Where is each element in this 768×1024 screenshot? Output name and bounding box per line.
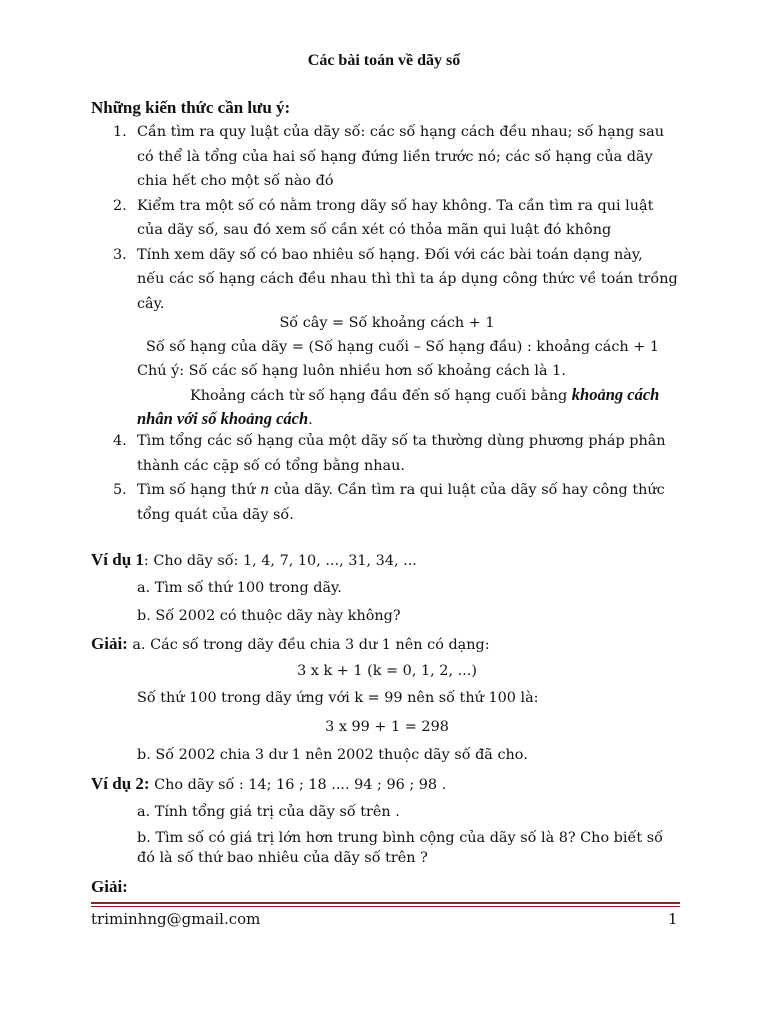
list-line: có thể là tổng của hai số hạng đứng liền trước nó; các số hạng của dãy <box>137 148 653 165</box>
formula-trees: Số cây = Số khoảng cách + 1 <box>279 315 495 331</box>
example-label: Ví dụ 2: <box>91 774 150 793</box>
list-line: nếu các số hạng cách đều nhau thì thì ta áp dụng công thức về toán trồng <box>137 271 678 287</box>
example-2-solution-label: Giải: <box>91 877 128 896</box>
list-item <box>91 120 691 194</box>
list-line: Tính xem dãy số có bao nhiêu số hạng. Đối với các bài toán dạng này, <box>137 246 643 263</box>
formula-result: 3 x 99 + 1 = 298 <box>325 719 449 735</box>
list-line: chia hết cho một số nào đó <box>137 173 334 189</box>
list-line: Kiểm tra một số có nằm trong dãy số hay không. Ta cần tìm ra qui luật <box>137 197 654 214</box>
example-2-question-b <box>137 828 663 868</box>
knowledge-heading: Những kiến thức cần lưu ý: <box>91 98 291 117</box>
list-number: 5. <box>113 482 127 498</box>
page-number: 1 <box>668 910 678 928</box>
formula-sequence: 3 x k + 1 (k = 0, 1, 2, ...) <box>297 663 477 679</box>
emphasis-text: nhân với số khoảng cách <box>137 409 309 428</box>
knowledge-list-2 <box>91 429 691 527</box>
note-line-2 <box>190 383 659 409</box>
list-line: cây. <box>137 295 165 312</box>
footer-email: triminhng@gmail.com <box>91 910 261 928</box>
emphasis-text: khoảng cách <box>571 385 660 404</box>
example-1-solution-a <box>91 632 490 658</box>
variable-n: n <box>259 482 270 498</box>
document-title: Các bài toán về dãy số <box>307 52 461 69</box>
example-label: Ví dụ 1 <box>91 550 144 569</box>
example-1-heading <box>91 548 417 574</box>
note-text: Khoảng cách từ số hạng đầu đến số hạng cuối bằng <box>190 388 572 404</box>
list-number: 1. <box>113 124 127 140</box>
list-number: 4. <box>113 433 127 449</box>
question-line: b. Tìm số có giá trị lớn hơn trung bình cộng của dãy số là 8? Cho biết số <box>137 830 663 846</box>
list-number: 3. <box>113 246 127 263</box>
example-1-solution-b: b. Số 2002 chia 3 dư 1 nên 2002 thuộc dãy số đã cho. <box>137 747 528 763</box>
list-line: của dãy số, sau đó xem số cần xét có thỏa mãn qui luật đó không <box>137 222 612 238</box>
example-1-question-a: a. Tìm số thứ 100 trong dãy. <box>137 580 342 596</box>
note-line-1: Chú ý: Số các số hạng luôn nhiều hơn số khoảng cách là 1. <box>137 363 566 379</box>
list-item <box>91 194 691 243</box>
solution-label: Giải: <box>91 634 128 653</box>
list-item <box>91 429 691 478</box>
footer-rule <box>91 902 680 904</box>
list-number: 2. <box>113 197 127 214</box>
list-item <box>91 478 691 527</box>
list-line: thành các cặp số có tổng bằng nhau. <box>137 457 405 474</box>
example-1-solution-a2: Số thứ 100 trong dãy ứng với k = 99 nên số thứ 100 là: <box>137 690 539 706</box>
example-2-heading <box>91 772 446 798</box>
list-line: Tìm số hạng thứ n của dãy. Cần tìm ra qui luật của dãy số hay công thức <box>137 482 665 498</box>
example-2-question-a: a. Tính tổng giá trị của dãy số trên . <box>137 804 400 820</box>
note-text: . <box>308 412 313 428</box>
formula-count: Số số hạng của dãy = (Số hạng cuối – Số hạng đầu) : khoảng cách + 1 <box>146 339 660 355</box>
list-line: Cần tìm ra quy luật của dãy số: các số hạng cách đều nhau; số hạng sau <box>137 124 664 140</box>
question-line: đó là số thứ bao nhiêu của dãy số trên ? <box>137 850 428 866</box>
knowledge-list-1 <box>91 120 691 316</box>
example-1-question-b: b. Số 2002 có thuộc dãy này không? <box>137 608 401 624</box>
example-text: Cho dãy số : 14; 16 ; 18 .... 94 ; 96 ; 98 . <box>149 777 447 793</box>
list-line: tổng quát của dãy số. <box>137 506 294 523</box>
solution-text: a. Các số trong dãy đều chia 3 dư 1 nên có dạng: <box>127 637 490 653</box>
list-item <box>91 243 691 317</box>
example-text: : Cho dãy số: 1, 4, 7, 10, ..., 31, 34, ... <box>143 553 417 569</box>
list-line: Tìm tổng các số hạng của một dãy số ta thường dùng phương pháp phân <box>137 433 666 449</box>
footer-rule-thin <box>91 906 680 907</box>
